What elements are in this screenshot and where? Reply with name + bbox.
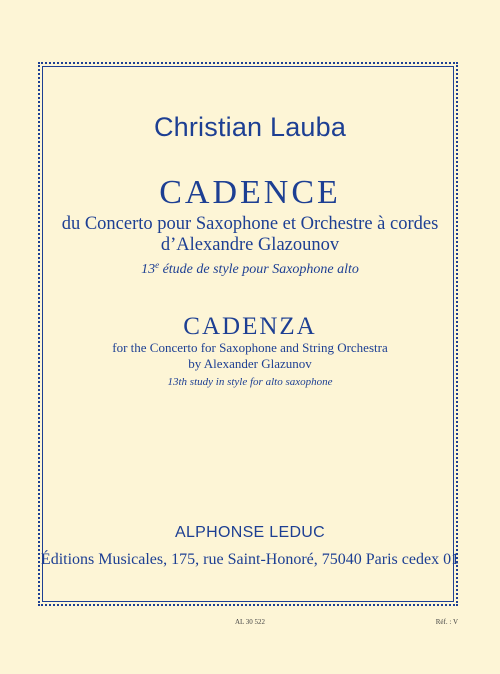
subtitle-french-line1: du Concerto pour Saxophone et Orchestre à cordes [61, 214, 439, 234]
study-french [0, 260, 500, 278]
subtitle-english-line2: by Alexander Glazunov [188, 356, 312, 371]
publisher-name: ALPHONSE LEDUC [174, 524, 326, 541]
study-french-text: étude de style pour Saxophone alto [159, 262, 359, 277]
publisher-address: Éditions Musicales, 175, rue Saint-Honoré, 75040 Paris cedex 01 [40, 551, 460, 568]
catalog-code: AL 30 522 [234, 618, 266, 626]
subtitle-french-line2: d’Alexandre Glazounov [160, 235, 340, 255]
study-english: 13th study in style for alto saxophone [167, 376, 333, 388]
subtitle-english-line1: for the Concerto for Saxophone and String Orchestra [112, 340, 388, 355]
study-french-number: 13 [141, 262, 156, 277]
reference-code: Réf. : V [435, 618, 458, 626]
title-french: CADENCE [159, 174, 341, 211]
title-english: CADENZA [183, 313, 317, 340]
study-french-superscript: e [155, 260, 160, 270]
composer-name: Christian Lauba [153, 112, 347, 142]
